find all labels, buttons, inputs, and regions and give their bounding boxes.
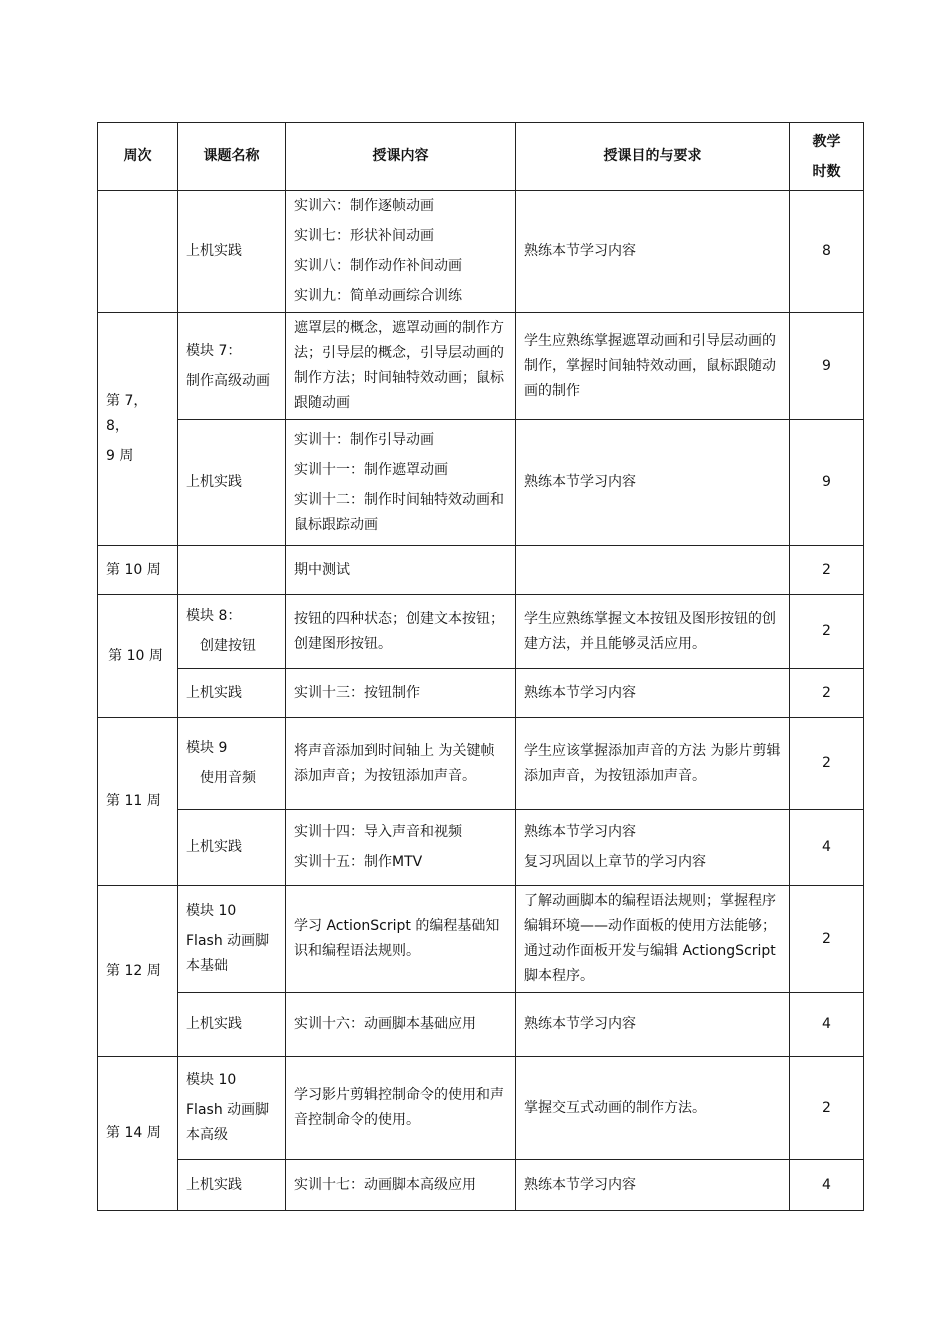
course-cell [178,420,286,546]
course-line: 制作高级动画 [186,372,270,389]
course-line: 模块 7： [186,342,242,359]
objective-cell [516,810,790,886]
header-hours [790,123,864,191]
content-line: 实训十五：制作MTV [294,854,423,870]
objective-cell: 学生应熟练掌握文本按钮及图形按钮的创建方法，并且能够灵活应用。 [516,595,790,669]
week-cell: 第 11 周 [98,718,178,886]
course-cell [178,1057,286,1160]
hours-cell: 9 [790,420,864,546]
hours-cell: 2 [790,595,864,669]
content-cell: 学习影片剪辑控制命令的使用和声音控制命令的使用。 [286,1057,516,1160]
hours-cell: 4 [790,993,864,1057]
header-objective: 授课目的与要求 [516,123,790,191]
objective-cell: 学生应该掌握添加声音的方法 为影片剪辑添加声音，为按钮添加声音。 [516,718,790,810]
content-cell: 实训十六：动画脚本基础应用 [286,993,516,1057]
objective-cell [516,546,790,595]
course-schedule-table [97,122,864,1211]
content-line: 实训九：简单动画综合训练 [294,288,462,304]
content-line: 实训六：制作逐帧动画 [294,198,434,214]
table-header-row [98,123,864,191]
table-row [98,420,864,546]
content-cell: 实训十三：按钮制作 [286,669,516,718]
week-cell [98,191,178,313]
course-cell [178,313,286,420]
content-cell: 按钮的四种状态；创建文本按钮；创建图形按钮。 [286,595,516,669]
content-cell [286,810,516,886]
course-line: 创建按钮 [200,638,256,654]
week-line: 第 7，8， [106,393,148,434]
content-cell: 实训十七：动画脚本高级应用 [286,1160,516,1211]
table-row [98,718,864,810]
hours-cell: 2 [790,886,864,993]
objective-cell: 掌握交互式动画的制作方法。 [516,1057,790,1160]
content-cell: 遮罩层的概念，遮罩动画的制作方法；引导层的概念，引导层动画的制作方法；时间轴特效动画；鼠标跟随动画 [286,313,516,420]
objective-cell [516,420,790,546]
course-line: 模块 10 [186,1072,237,1088]
table-row [98,546,864,595]
header-content: 授课内容 [286,123,516,191]
content-line: 实训八：制作动作补间动画 [294,258,462,274]
objective-cell: 熟练本节学习内容 [516,669,790,718]
week-cell: 第 12 周 [98,886,178,1057]
header-hours-line1: 教学 [812,133,841,150]
table-row [98,810,864,886]
objective-cell [516,191,790,313]
hours-cell: 2 [790,718,864,810]
hours-cell: 2 [790,1057,864,1160]
header-week: 周次 [98,123,178,191]
table-row [98,669,864,718]
header-course: 课题名称 [178,123,286,191]
course-cell: 上机实践 [178,1160,286,1211]
week-cell: 第 14 周 [98,1057,178,1211]
table-row [98,313,864,420]
hours-cell: 4 [790,1160,864,1211]
hours-cell: 4 [790,810,864,886]
objective-text: 熟练本节学习内容 [524,243,636,259]
content-cell: 将声音添加到时间轴上 为关键帧添加声音；为按钮添加声音。 [286,718,516,810]
table-row [98,1160,864,1211]
course-line: Flash 动画脚本基础 [186,933,270,974]
objective-cell: 学生应熟练掌握遮罩动画和引导层动画的制作，掌握时间轴特效动画，鼠标跟随动画的制作 [516,313,790,420]
course-cell [178,546,286,595]
objective-line: 复习巩固以上章节的学习内容 [524,854,706,870]
objective-line: 熟练本节学习内容 [524,824,636,840]
course-cell: 上机实践 [178,993,286,1057]
content-cell: 期中测试 [286,546,516,595]
content-cell: 学习 ActionScript 的编程基础知识和编程语法规则。 [286,886,516,993]
content-line: 实训十二：制作时间轴特效动画和鼠标跟踪动画 [294,491,504,533]
table-row [98,595,864,669]
table-row [98,1057,864,1160]
course-line: 模块 9 [186,740,228,756]
course-cell [178,886,286,993]
week-cell [98,313,178,546]
course-cell [178,595,286,669]
course-cell [178,191,286,313]
hours-cell: 9 [790,313,864,420]
course-line: 模块 8： [186,608,242,624]
objective-cell: 熟练本节学习内容 [516,1160,790,1211]
table-row [98,993,864,1057]
header-hours-line2: 时数 [812,163,841,180]
course-text: 上机实践 [186,474,242,490]
week-line: 9 周 [106,448,134,464]
objective-cell: 熟练本节学习内容 [516,993,790,1057]
content-cell [286,420,516,546]
content-cell [286,191,516,313]
hours-cell: 2 [790,546,864,595]
week-cell: 第 10 周 [98,595,178,718]
content-line: 实训十：制作引导动画 [294,431,434,448]
content-line: 实训十四：导入声音和视频 [294,824,462,840]
hours-cell: 2 [790,669,864,718]
course-cell: 上机实践 [178,669,286,718]
content-line: 实训七：形状补间动画 [294,228,434,244]
objective-text: 熟练本节学习内容 [524,474,636,490]
course-cell: 上机实践 [178,810,286,886]
course-line: Flash 动画脚本高级 [186,1102,270,1143]
objective-cell: 了解动画脚本的编程语法规则；掌握程序编辑环境——动作面板的使用方法能够；通过动作面板开发与编辑 ActiongScript 脚本程序。 [516,886,790,993]
course-line: 使用音频 [200,770,256,786]
course-cell [178,718,286,810]
hours-cell: 8 [790,191,864,313]
table-row [98,886,864,993]
week-cell: 第 10 周 [98,546,178,595]
table-row [98,191,864,313]
course-line: 模块 10 [186,903,237,919]
course-text: 上机实践 [186,243,242,259]
content-line: 实训十一：制作遮罩动画 [294,461,448,478]
